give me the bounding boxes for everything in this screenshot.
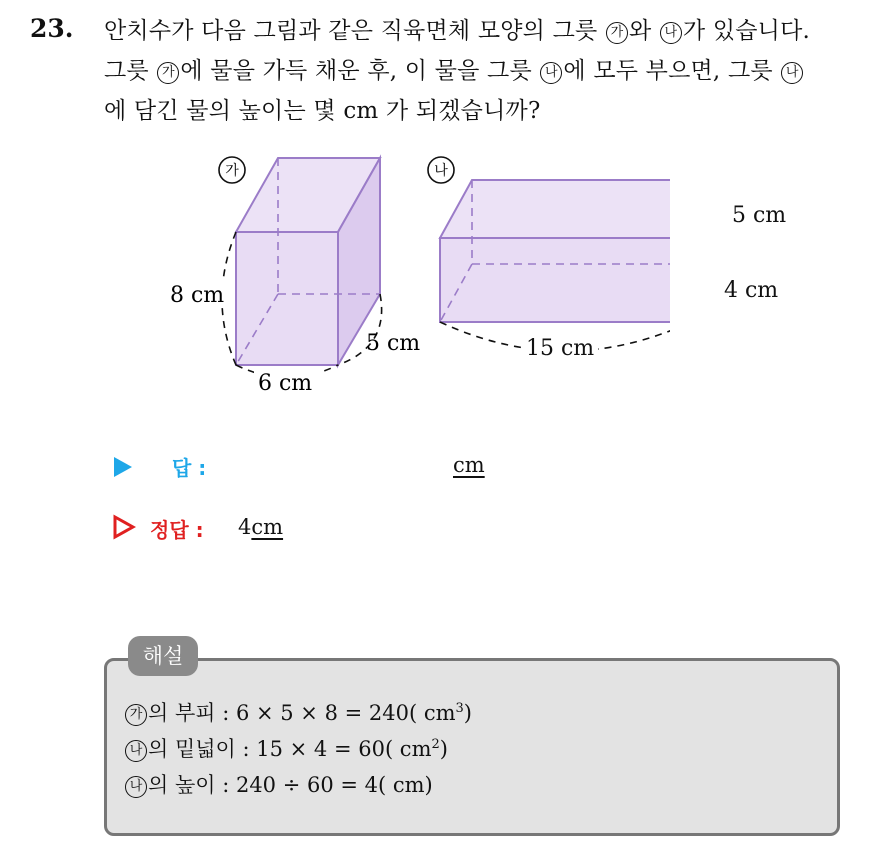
box-na-top: [440, 180, 670, 238]
box-na-front: [440, 238, 670, 322]
question-line-2: 그릇 가 에 물을 가득 채운 후, 이 물을 그릇 나 에 모두 부으면, 그릇 나: [104, 52, 804, 85]
circled-ga-icon: 가: [157, 62, 179, 84]
box-ga-height-label: 8 cm: [170, 283, 225, 308]
circled-ga-icon: 가: [606, 22, 628, 44]
circled-na-icon: 나: [540, 62, 562, 84]
circled-na-icon: 나: [781, 62, 803, 84]
explanation-line-1: 가 의 부피 : 6 × 5 × 8 = 240( $cm^3$): [124, 697, 472, 727]
explanation-line-2: 나 의 밑넓이 : 15 × 4 = 60( $cm^2$): [124, 733, 448, 763]
correct-label: 정답 :: [150, 518, 204, 542]
box-na-depth-label: 4 cm: [724, 278, 779, 303]
question-line-1: 안치수가 다음 그림과 같은 직육면체 모양의 그릇 가 와 나 가 있습니다.: [104, 18, 811, 44]
correct-arrow-icon: [112, 514, 136, 540]
cuboid-figure: [150, 150, 670, 400]
box-ga: [166, 157, 420, 396]
circled-na-icon: 나: [125, 776, 147, 798]
question-line-3: 에 담긴 물의 높이는 몇 cm 가 되겠습니까?: [104, 98, 541, 124]
answer-label: 답 :: [172, 456, 207, 480]
explanation-tag: 해설: [128, 636, 198, 676]
box-ga-label: 가: [225, 163, 239, 179]
box-ga-front: [236, 232, 338, 365]
circled-ga-icon: 가: [125, 704, 147, 726]
box-na: [428, 157, 670, 351]
box-na-length-label: 15 cm: [522, 336, 598, 361]
explanation-line-3: 나 의 높이 : 240 ÷ 60 = 4( cm): [124, 769, 433, 799]
question-number: 23.: [30, 14, 74, 43]
box-ga-depth-label: 5 cm: [366, 331, 421, 356]
answer-arrow-icon: [112, 455, 134, 479]
answer-unit: cm: [453, 453, 485, 477]
correct-answer: 4cm: [238, 515, 284, 539]
circled-na-icon: 나: [660, 22, 682, 44]
box-na-label: 나: [434, 163, 448, 179]
box-na-height-label: 5 cm: [732, 203, 787, 228]
circled-na-icon: 나: [125, 740, 147, 762]
box-ga-width-label: 6 cm: [258, 371, 313, 396]
